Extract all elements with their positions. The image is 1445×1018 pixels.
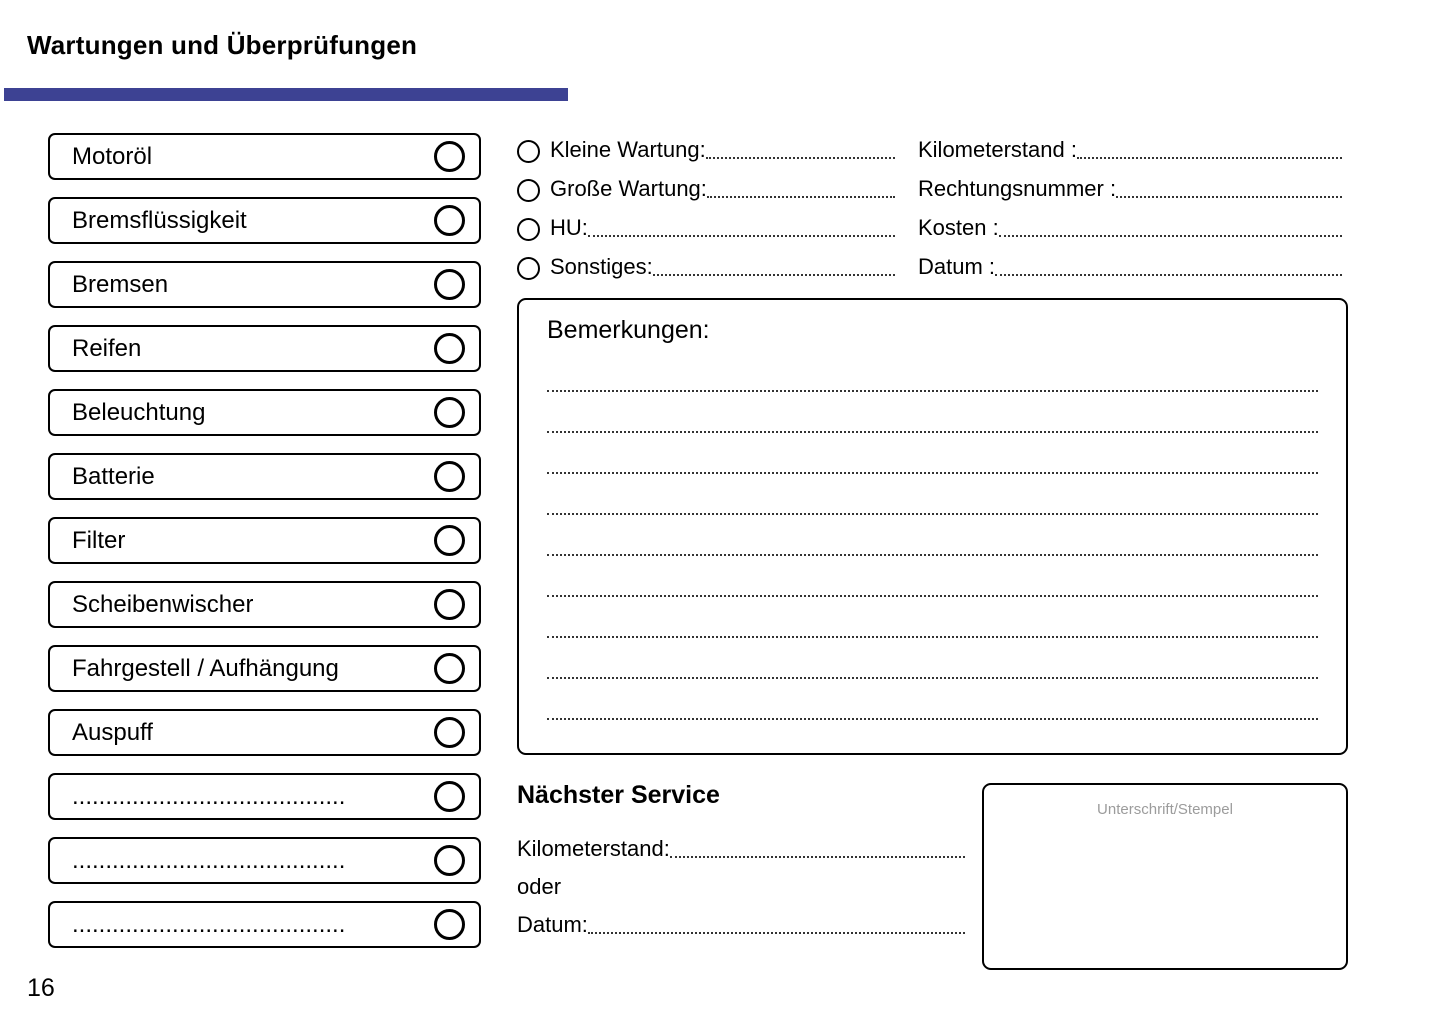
remarks-fill-line[interactable] — [547, 597, 1318, 638]
checkbox-circle[interactable] — [434, 845, 465, 876]
checklist-item-batterie — [48, 453, 481, 500]
checkbox-circle[interactable] — [434, 717, 465, 748]
checkbox-circle[interactable] — [434, 653, 465, 684]
service-type-row-kleine-wartung — [517, 126, 895, 165]
detail-label: Kosten : — [918, 214, 999, 240]
checkbox-circle[interactable] — [434, 269, 465, 300]
fill-line[interactable] — [588, 932, 965, 934]
remarks-fill-line[interactable] — [547, 679, 1318, 720]
checkbox-circle[interactable] — [434, 397, 465, 428]
service-type-row-grosse-wartung — [517, 165, 895, 204]
next-service-title: Nächster Service — [517, 781, 720, 809]
checklist-item-filter — [48, 517, 481, 564]
remarks-fill-line[interactable] — [547, 392, 1318, 433]
checklist-item-blank-line[interactable]: ......................................... — [72, 782, 346, 810]
checklist-item-reifen — [48, 325, 481, 372]
service-type-row-sonstiges — [517, 243, 895, 282]
remarks-fill-line[interactable] — [547, 556, 1318, 597]
title-accent-bar — [4, 88, 568, 101]
remarks-title: Bemerkungen: — [547, 316, 710, 344]
checklist-item-blank-2 — [48, 837, 481, 884]
fill-line[interactable] — [1077, 157, 1342, 159]
checkbox-circle[interactable] — [434, 781, 465, 812]
next-service-datum-label: Datum: — [517, 911, 588, 937]
fill-line[interactable] — [588, 235, 895, 237]
service-type-label: Kleine Wartung: — [550, 136, 706, 162]
checkbox-circle[interactable] — [434, 141, 465, 172]
checklist-item-label: Batterie — [72, 462, 155, 490]
signature-stamp-box[interactable] — [982, 783, 1348, 970]
page-number: 16 — [27, 974, 55, 1002]
checklist-item-label: Auspuff — [72, 718, 153, 746]
checklist-item-bremsfluessigkeit — [48, 197, 481, 244]
next-service-kilometerstand-label: Kilometerstand: — [517, 835, 670, 861]
remarks-fill-line[interactable] — [547, 433, 1318, 474]
next-service-oder-row — [517, 864, 965, 902]
fill-line[interactable] — [999, 235, 1342, 237]
checkbox-circle[interactable] — [434, 909, 465, 940]
checklist-item-label: Scheibenwischer — [72, 590, 254, 618]
checklist-item-label: Beleuchtung — [72, 398, 206, 426]
service-details-section — [918, 126, 1342, 282]
fill-line[interactable] — [707, 196, 895, 198]
fill-line[interactable] — [995, 274, 1342, 276]
inspection-checklist — [48, 133, 481, 948]
detail-row-rechtungsnummer — [918, 165, 1342, 204]
checklist-item-label: Bremsflüssigkeit — [72, 206, 247, 234]
remarks-fill-line[interactable] — [547, 474, 1318, 515]
next-service-datum-row — [517, 902, 965, 940]
service-type-row-hu — [517, 204, 895, 243]
detail-label: Datum : — [918, 253, 996, 279]
remarks-fill-line[interactable] — [547, 515, 1318, 556]
fill-line[interactable] — [1116, 196, 1342, 198]
detail-label: Kilometerstand : — [918, 136, 1077, 162]
detail-label: Rechtungsnummer : — [918, 175, 1117, 201]
checklist-item-scheibenwischer — [48, 581, 481, 628]
remarks-fill-line[interactable] — [547, 638, 1318, 679]
radio-circle[interactable] — [517, 257, 540, 280]
service-type-label: Sonstiges: — [550, 253, 653, 279]
fill-line[interactable] — [706, 157, 895, 159]
checklist-item-label: Filter — [72, 526, 126, 554]
next-service-section — [517, 781, 965, 940]
checklist-item-label: Bremsen — [72, 270, 169, 298]
checklist-item-fahrgestell-aufhaengung — [48, 645, 481, 692]
checklist-item-beleuchtung — [48, 389, 481, 436]
service-type-label: HU: — [550, 214, 588, 240]
checkbox-circle[interactable] — [434, 525, 465, 556]
remarks-fill-line[interactable] — [547, 351, 1318, 392]
remarks-box — [517, 298, 1348, 755]
next-service-kilometerstand-row — [517, 826, 965, 864]
checkbox-circle[interactable] — [434, 461, 465, 492]
checklist-item-label: Fahrgestell / Aufhängung — [72, 654, 339, 682]
fill-line[interactable] — [653, 274, 895, 276]
checklist-item-label: Reifen — [72, 334, 142, 362]
checklist-item-blank-3 — [48, 901, 481, 948]
radio-circle[interactable] — [517, 179, 540, 202]
service-type-section — [517, 126, 895, 282]
service-type-label: Große Wartung: — [550, 175, 707, 201]
checklist-item-motoroel — [48, 133, 481, 180]
detail-row-kosten — [918, 204, 1342, 243]
checkbox-circle[interactable] — [434, 589, 465, 620]
signature-stamp-label: Unterschrift/Stempel — [1097, 801, 1233, 818]
detail-row-datum — [918, 243, 1342, 282]
page-title: Wartungen und Überprüfungen — [27, 30, 418, 60]
fill-line[interactable] — [670, 856, 965, 858]
radio-circle[interactable] — [517, 140, 540, 163]
checkbox-circle[interactable] — [434, 333, 465, 364]
radio-circle[interactable] — [517, 218, 540, 241]
checklist-item-blank-line[interactable]: ......................................... — [72, 910, 346, 938]
checklist-item-auspuff — [48, 709, 481, 756]
checklist-item-blank-line[interactable]: ......................................... — [72, 846, 346, 874]
checklist-item-blank-1 — [48, 773, 481, 820]
checkbox-circle[interactable] — [434, 205, 465, 236]
checklist-item-bremsen — [48, 261, 481, 308]
checklist-item-label: Motoröl — [72, 142, 153, 170]
detail-row-kilometerstand — [918, 126, 1342, 165]
next-service-oder-label: oder — [517, 873, 562, 899]
